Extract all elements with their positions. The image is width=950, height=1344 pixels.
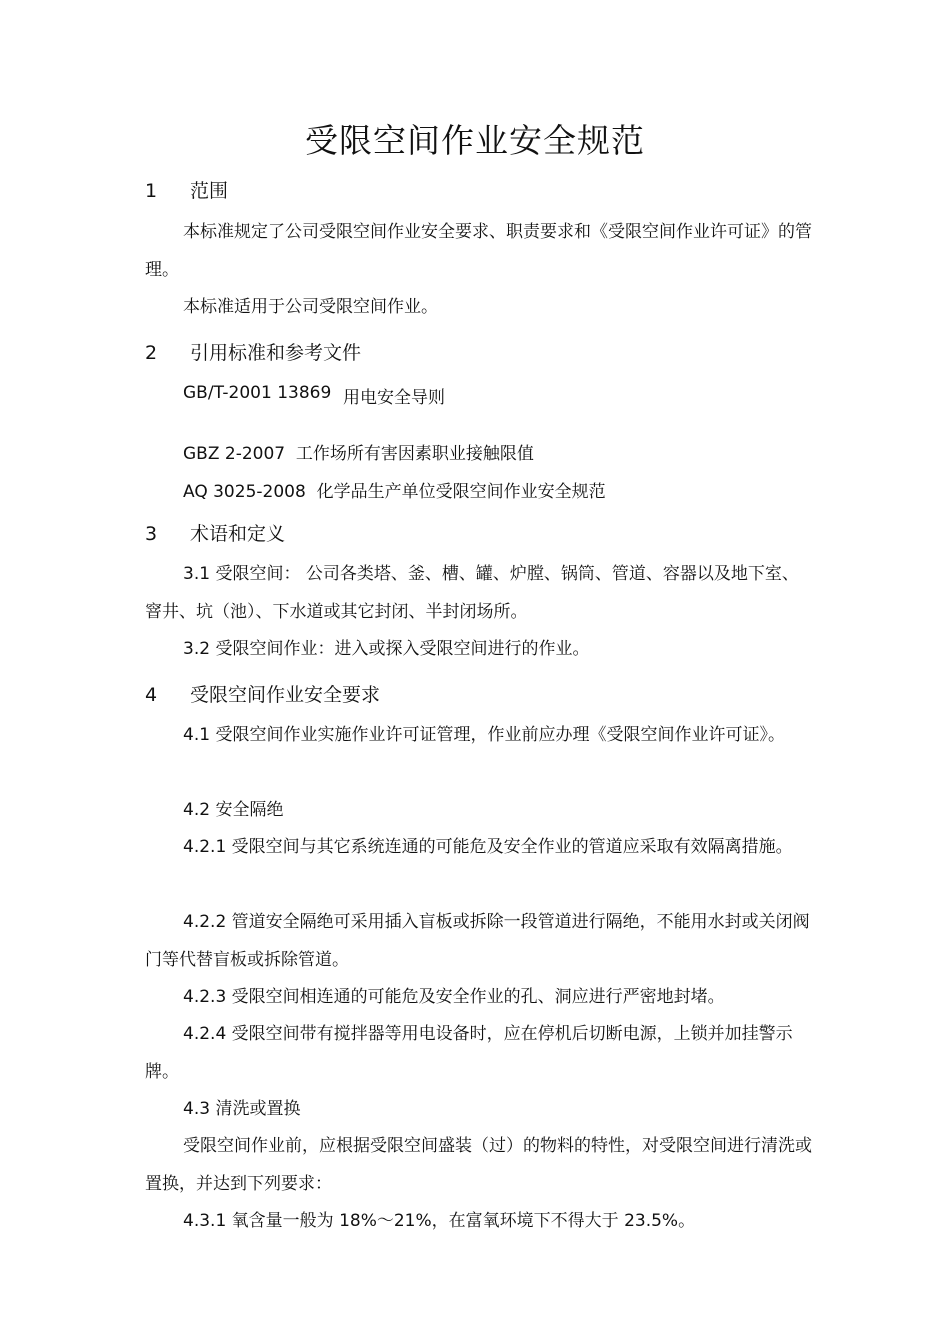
section-heading-2 (145, 338, 361, 365)
clause-number: 4.2.3 (183, 987, 227, 1007)
clause-4-3-1 (145, 1202, 815, 1240)
reference-code: GB/T-2001 13869 (183, 383, 332, 403)
reference-item (183, 477, 606, 502)
clause-text: 。 (678, 1211, 696, 1231)
clause-number: 4.2.4 (183, 1024, 227, 1044)
reference-code: GBZ 2-2007 (183, 444, 286, 464)
clause-text: 受限空间与其它系统连通的可能危及安全作业的管道应采取有效隔离措施。 (226, 837, 793, 857)
paragraph: 本标准适用于公司受限空间作业。 (183, 297, 438, 317)
document-title: 受限空间作业安全规范 (305, 121, 645, 160)
reference-item (183, 439, 534, 464)
clause-text: 清洗或置换 (210, 1099, 301, 1119)
clause-number: 4.2.1 (183, 837, 227, 857)
clause-4-2-3 (145, 978, 815, 1016)
section-number: 3 (145, 523, 158, 545)
section-heading-3 (145, 519, 285, 546)
clause-4-2-4 (145, 1015, 815, 1091)
clause-number: 4.3 (183, 1099, 211, 1119)
section-title: 受限空间作业安全要求 (190, 684, 381, 706)
section-title: 术语和定义 (190, 523, 286, 545)
clause-text: 受限空间带有搅拌器等用电设备时，应在停机后切断电源，上锁并加挂警示牌。 (145, 1024, 793, 1082)
section-number: 2 (145, 342, 158, 364)
clause-3-1 (145, 555, 815, 631)
clause-text: 管道安全隔绝可采用插入盲板或拆除一段管道进行隔绝，不能用水封或关闭阀门等代替盲板或拆除管道。 (145, 912, 810, 970)
clause-number: 4.2 (183, 800, 211, 820)
section-title: 引用标准和参考文件 (190, 342, 362, 364)
section-title: 范围 (190, 180, 229, 202)
clause-4-2-2 (145, 903, 815, 979)
clause-text: 受限空间： 公司各类塔、釜、槽、罐、炉膛、锅筒、管道、容器以及地下室、窨井、坑（池）、下水道或其它封闭、半封闭场所。 (145, 564, 799, 622)
section-number: 4 (145, 684, 158, 706)
clause-text: 受限空间相连通的可能危及安全作业的孔、洞应进行严密地封堵。 (226, 987, 725, 1007)
clause-number: 4.1 (183, 725, 211, 745)
clause-text: 氧含量一般为 (226, 1211, 340, 1231)
clause-number: 3.1 (183, 564, 211, 584)
clause-3-2 (145, 630, 815, 668)
clause-4-1 (145, 716, 815, 754)
clause-4-2-1 (145, 828, 815, 866)
reference-name: 工作场所有害因素职业接触限值 (295, 444, 534, 464)
section-number: 1 (145, 180, 158, 202)
reference-code: AQ 3025-2008 (183, 482, 306, 502)
reference-item (183, 383, 445, 408)
clause-4-3 (145, 1090, 815, 1128)
oxygen-range-value: 18%～21% (339, 1211, 432, 1231)
reference-name: 用电安全导则 (343, 388, 445, 408)
clause-text: ，在富氧环境下不得大于 (431, 1211, 625, 1231)
clause-4-2 (145, 791, 815, 829)
clause-number: 4.2.2 (183, 912, 227, 932)
clause-text: 安全隔绝 (210, 800, 284, 820)
clause-text: 受限空间作业实施作业许可证管理，作业前应办理《受限空间作业许可证》。 (210, 725, 785, 745)
clause-number: 4.3.1 (183, 1211, 227, 1231)
clause-number: 3.2 (183, 639, 211, 659)
paragraph: 受限空间作业前，应根据受限空间盛装（过）的物料的特性，对受限空间进行清洗或置换，并达到下列要求： (145, 1136, 812, 1194)
reference-name: 化学品生产单位受限空间作业安全规范 (316, 482, 606, 502)
section-heading-4 (145, 680, 380, 707)
oxygen-max-value: 23.5% (624, 1211, 679, 1231)
clause-text: 受限空间作业：进入或探入受限空间进行的作业。 (210, 639, 590, 659)
paragraph: 本标准规定了公司受限空间作业安全要求、职责要求和《受限空间作业许可证》的管理。 (145, 222, 812, 280)
section-heading-1 (145, 176, 228, 203)
